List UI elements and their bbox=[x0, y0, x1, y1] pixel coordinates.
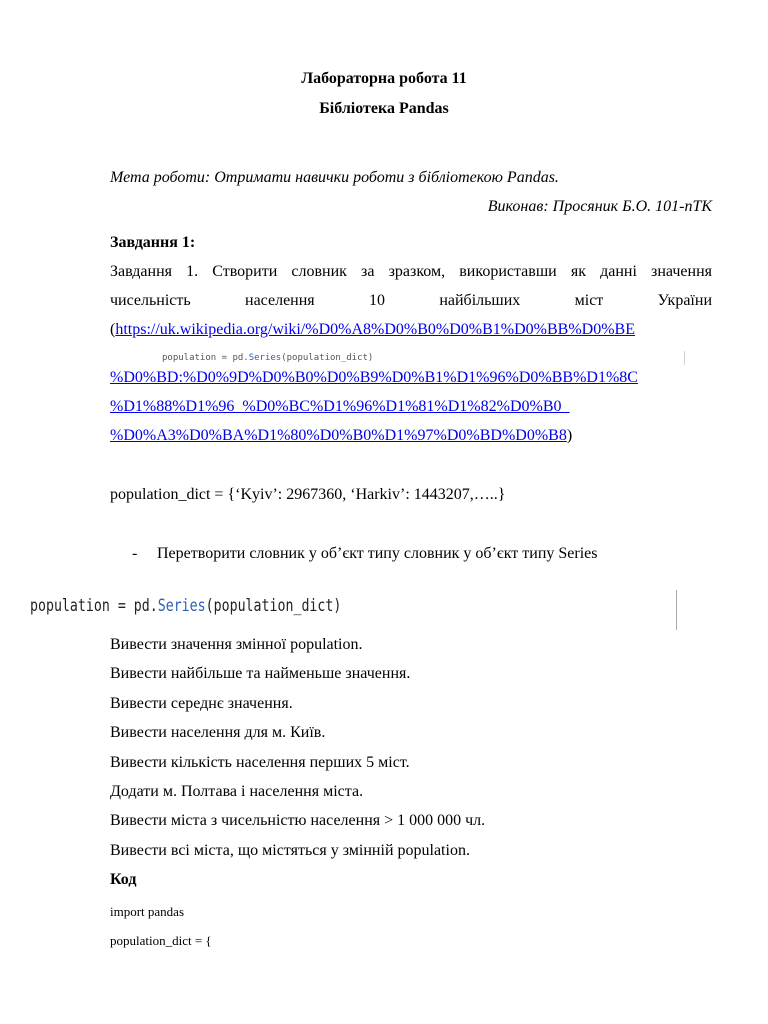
document-title: Лабораторна робота 11 bbox=[301, 70, 467, 87]
bullet-dash: - bbox=[132, 545, 138, 562]
task-intro-line-1: Завдання 1. Створити словник за зразком, використавши як данні значення bbox=[110, 263, 712, 280]
source-link-line-3 bbox=[110, 397, 570, 417]
bullet-text: Перетворити словник у об’єкт типу словник у об’єкт типу Series bbox=[157, 545, 598, 562]
goal-text: Мета роботи: Отримати навички роботи з бібліотекою Pandas. bbox=[110, 169, 559, 186]
task-heading: Завдання 1: bbox=[110, 234, 196, 251]
open-paren: ( bbox=[110, 321, 116, 338]
step-item: Вивести середнє значення. bbox=[110, 695, 293, 712]
step-item: Вивести кількість населення перших 5 міст. bbox=[110, 754, 410, 771]
large-code-suffix: (population_dict) bbox=[205, 596, 342, 616]
source-link-line-4 bbox=[110, 426, 572, 446]
step-item: Вивести значення змінної population. bbox=[110, 636, 363, 653]
small-code-suffix: (population_dict) bbox=[281, 353, 374, 363]
task-intro-line-2: чисельність населення 10 найбільших міст України bbox=[110, 292, 712, 309]
large-code-snippet bbox=[30, 595, 341, 617]
step-item: Додати м. Полтава і населення міста. bbox=[110, 783, 364, 800]
code-line: population_dict = { bbox=[110, 933, 212, 948]
large-code-func: Series bbox=[157, 596, 206, 616]
step-item: Вивести всі міста, що містяться у змінній population. bbox=[110, 842, 470, 859]
code-heading: Код bbox=[110, 871, 137, 888]
small-code-prefix: population = pd. bbox=[162, 353, 249, 363]
small-code-func: Series bbox=[248, 353, 282, 363]
large-code-border bbox=[676, 590, 677, 630]
step-item: Вивести населення для м. Київ. bbox=[110, 724, 326, 741]
code-line: import pandas bbox=[110, 904, 185, 919]
large-code-prefix: population = pd. bbox=[30, 596, 158, 616]
source-link-line-2 bbox=[110, 368, 638, 388]
author-text: Виконав: Просяник Б.О. 101-пТК bbox=[487, 198, 712, 215]
source-link-line-1 bbox=[110, 320, 635, 340]
wiki-link-part-3[interactable]: %D1%88%D1%96_%D0%BC%D1%96%D1%81%D1%82%D0%B0_ bbox=[110, 398, 570, 415]
document-subtitle: Бібліотека Pandas bbox=[319, 100, 449, 117]
small-code-snippet bbox=[162, 352, 373, 364]
step-item: Вивести найбільше та найменьше значення. bbox=[110, 665, 411, 682]
wiki-link-part-1[interactable]: https://uk.wikipedia.org/wiki/%D0%A8%D0%B0%D0%B1%D0%BB%D0%BE bbox=[115, 321, 635, 338]
dict-example: population_dict = {‘Kyiv’: 2967360, ‘Harkiv’: 1443207,…..} bbox=[110, 486, 506, 503]
step-item: Вивести міста з чисельністю населення > 1 000 000 чл. bbox=[110, 812, 486, 829]
wiki-link-part-4[interactable]: %D0%A3%D0%BA%D1%80%D0%B0%D1%97%D0%BD%D0%B8 bbox=[110, 427, 567, 444]
wiki-link-part-2[interactable]: %D0%BD:%D0%9D%D0%B0%D0%B9%D0%B1%D1%96%D0%BB%D1%8C bbox=[110, 369, 638, 386]
small-code-border bbox=[684, 351, 685, 365]
close-paren: ) bbox=[566, 427, 573, 444]
